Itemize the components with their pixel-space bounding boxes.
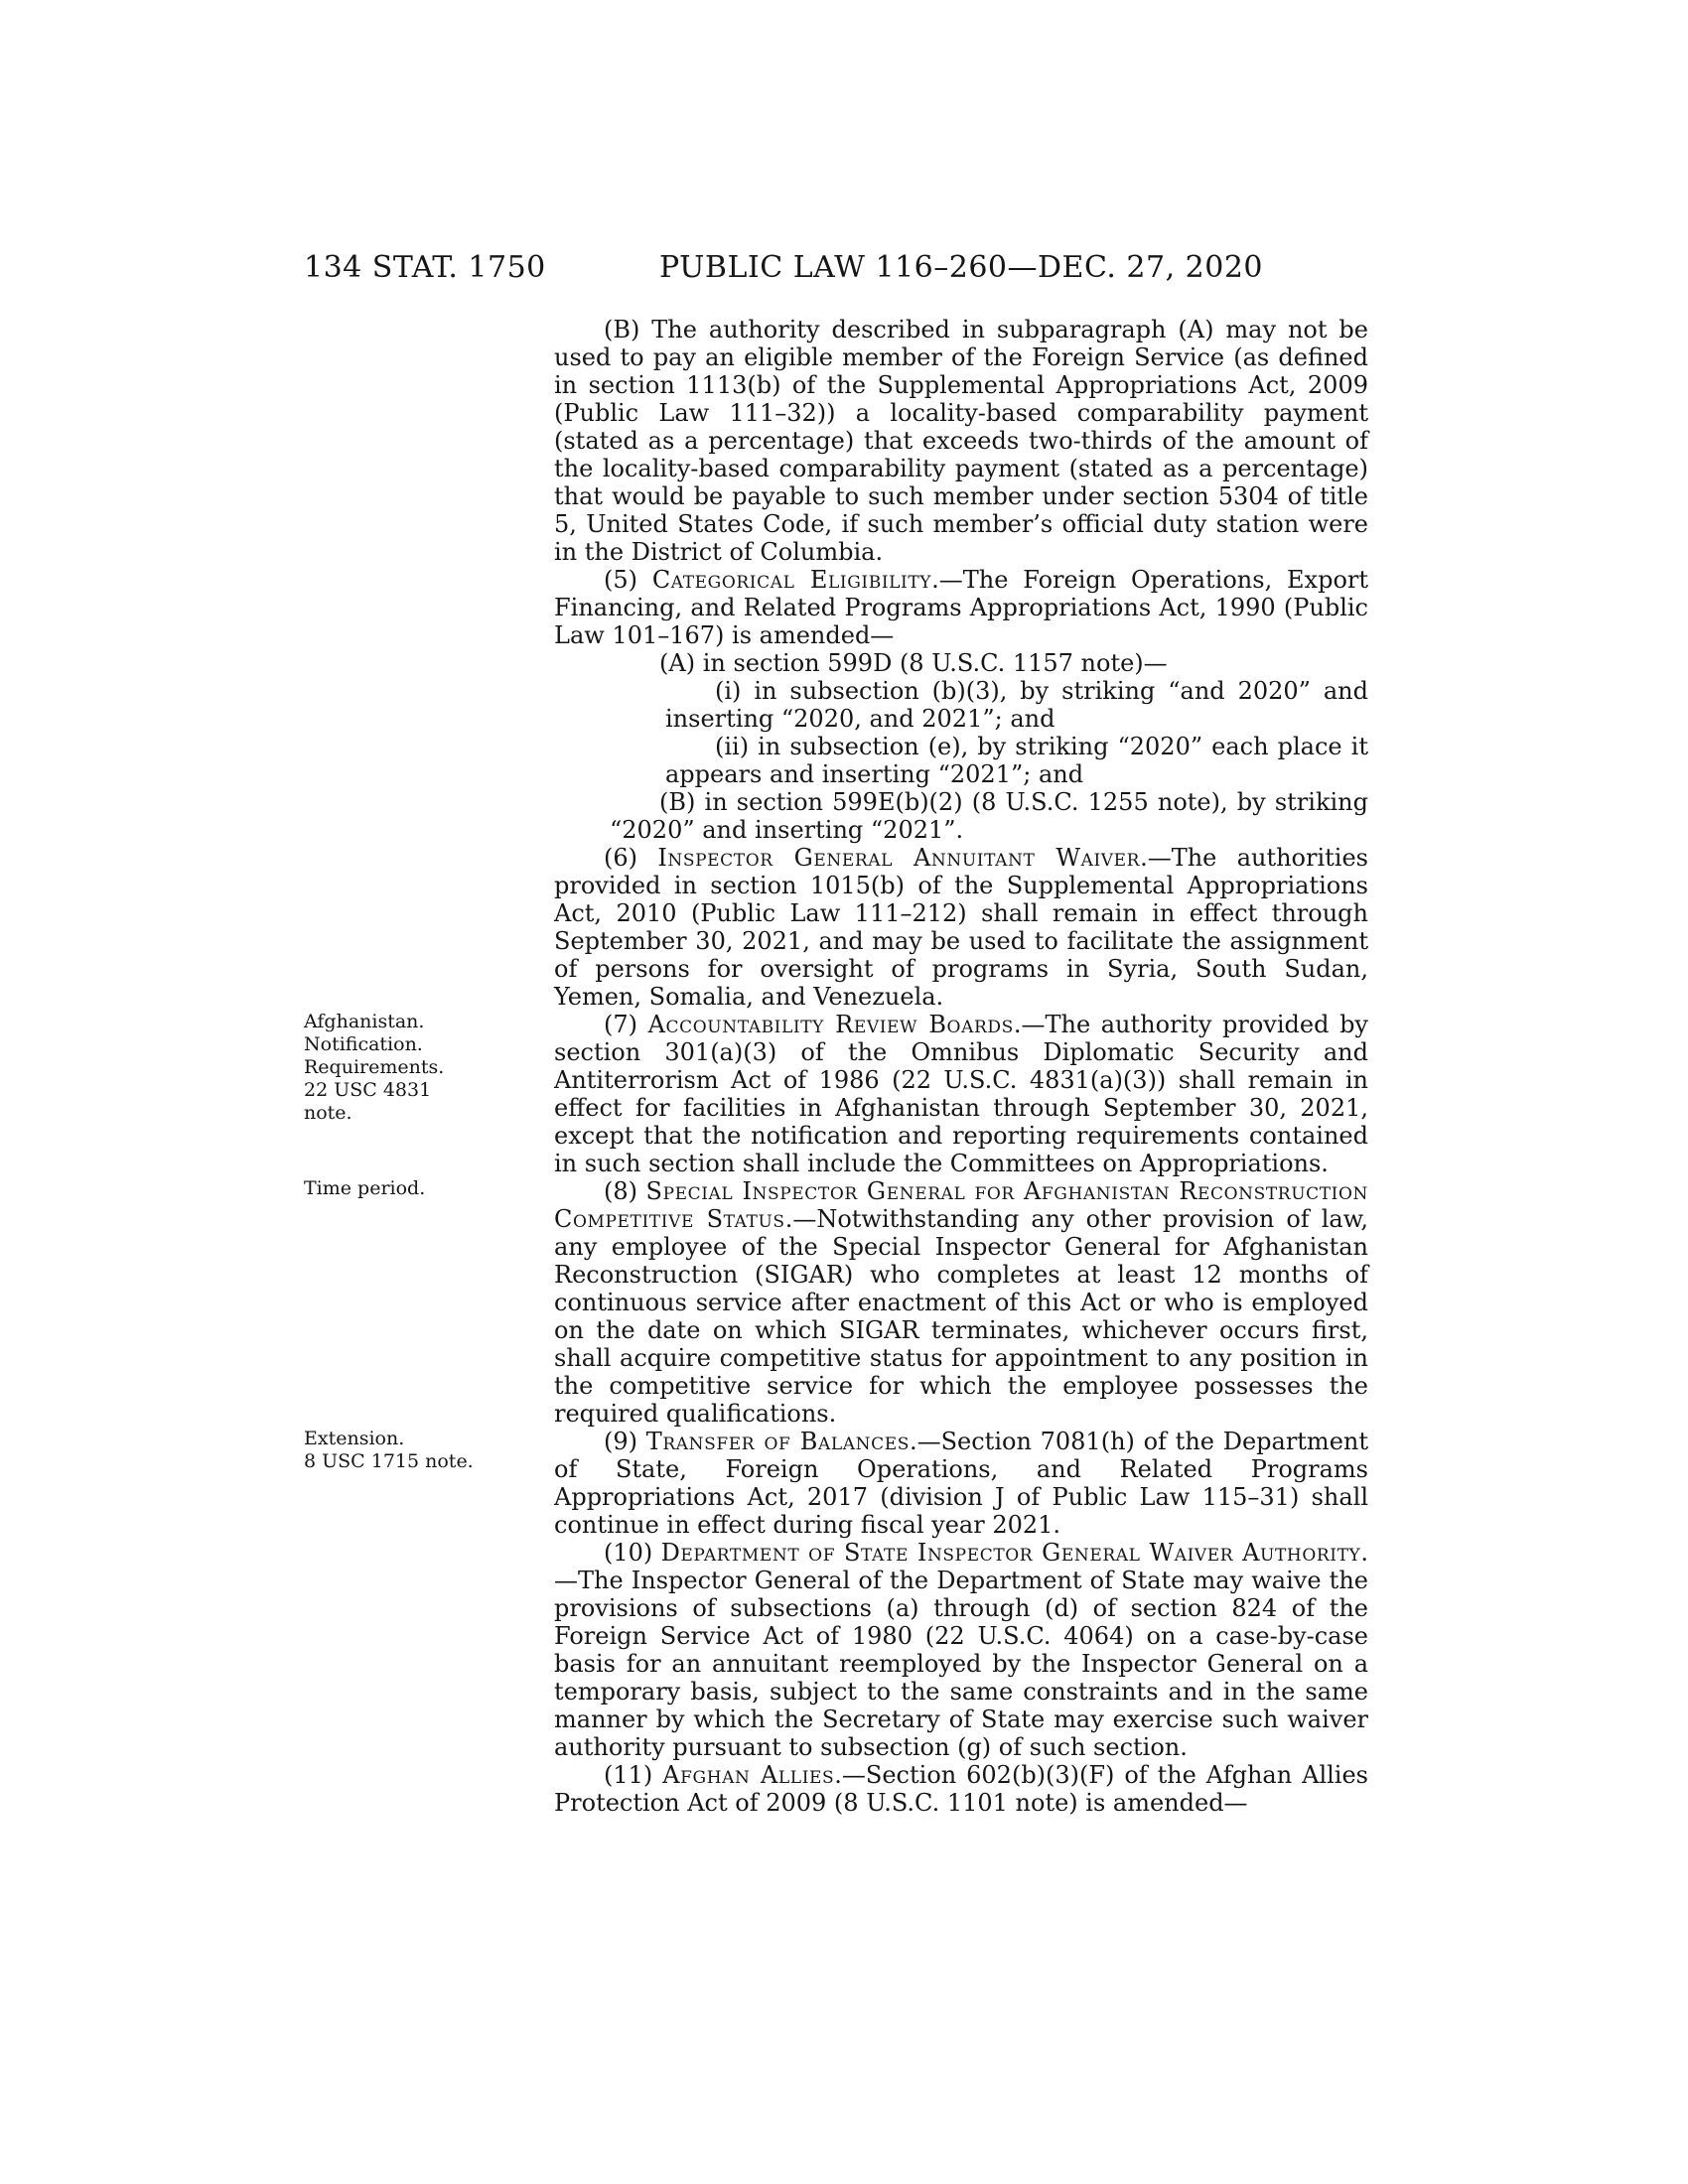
paragraph [610, 788, 1368, 844]
body-run: .—Section 7081(h) of the Department of State, Foreign Operations, and Related Programs Appropriations Act, 2017 (division J of Public Law 115–31) shall continue in effect during fiscal year 2021. [554, 1428, 1368, 1539]
body-run: (11) [604, 1761, 663, 1789]
body-run: .—The Foreign Operations, Export Financing, and Related Programs Appropriations Act, 1990 (Public Law 101–167) is amended— [554, 566, 1369, 649]
smallcaps-heading: Accountability Review Boards [647, 1011, 1014, 1038]
paragraph [554, 844, 1368, 1011]
paragraph [554, 566, 1368, 649]
body-run: .—Notwithstanding any other provision of law, any employee of the Special Inspector General for Afghanistan Reconstruction (SIGAR) who completes at least 12 months of continuous service after enactment of this Act or who is employed on the date on which SIGAR terminates, whichever occurs first, shall acquire competitive status for appointment to any position in the competitive service for which the employee possesses the required qualifications. [554, 1205, 1368, 1428]
paragraph [554, 1539, 1368, 1761]
body-run: (A) in section 599D (8 U.S.C. 1157 note)— [659, 649, 1168, 677]
body-run: (7) [604, 1011, 648, 1038]
body-run: .—The authorities provided in section 1015(b) of the Supplemental Appropriations Act, 2010 (Public Law 111–212) shall remain in effect through September 30, 2021, and may be used to facilitate the assignment of persons for oversight of programs in Syria, South Sudan, Yemen, Somalia, and Venezuela. [554, 844, 1368, 1011]
margin-note [304, 1177, 512, 1200]
margin-note-line: Requirements. [304, 1056, 445, 1078]
margin-note [304, 1011, 512, 1125]
smallcaps-heading: Inspector General Annuitant Waiver [657, 844, 1141, 872]
margin-note-line: Extension. [304, 1428, 405, 1449]
margin-note-line: note. [304, 1102, 352, 1124]
body-run: .—Section 602(b)(3)(F) of the Afghan Allies Protection Act of 2009 (8 U.S.C. 1101 note) is amended— [554, 1761, 1368, 1817]
smallcaps-heading: Afghan Allies [662, 1761, 835, 1789]
paragraph [665, 733, 1368, 788]
law-header: PUBLIC LAW 116–260—DEC. 27, 2020 [658, 250, 1264, 285]
body-run: (9) [604, 1428, 646, 1455]
body-run: (B) in section 599E(b)(2) (8 U.S.C. 1255 note), by striking “2020” and inserting “2021”. [610, 788, 1368, 844]
margin-note-line: 22 USC 4831 [304, 1079, 432, 1101]
margin-note-line: Notification. [304, 1033, 423, 1055]
body-run: (B) The authority described in subparagraph (A) may not be used to pay an eligible member of the Foreign Service (as defined in section 1113(b) of the Supplemental Appropriations Act, 2009 (Public Law 111–32)) a locality-based comparability payment (stated as a percentage) that exceeds two-thirds of the amount of the locality-based comparability payment (stated as a percentage) that would be payable to such member under section 5304 of title 5, United States Code, if such member’s official duty station were in the District of Columbia. [554, 316, 1368, 566]
body-run: (8) [604, 1177, 646, 1205]
margin-note-line: 8 USC 1715 note. [304, 1450, 474, 1472]
smallcaps-heading: Special Inspector General for Afghanistan Reconstruction Competitive Status [554, 1177, 1369, 1233]
body-text [554, 316, 1368, 1817]
smallcaps-heading: Categorical Eligibility [651, 566, 932, 594]
margin-note-line: Afghanistan. [304, 1011, 425, 1032]
paragraph [554, 1761, 1368, 1817]
body-run: .—The authority provided by section 301(a)(3) of the Omnibus Diplomatic Security and Antiterrorism Act of 1986 (22 U.S.C. 4831(a)(3)) shall remain in effect for facilities in Afghanistan through September 30, 2021, except that the notification and reporting requirements contained in such section shall include the Committees on Appropriations. [554, 1011, 1368, 1177]
body-run: (10) [604, 1539, 661, 1567]
body-run: .—The Inspector General of the Department of State may waive the provisions of subsections (a) through (d) of section 824 of the Foreign Service Act of 1980 (22 U.S.C. 4064) on a case-by-case basis for an annuitant reemployed by the Inspector General on a temporary basis, subject to the same constraints and in the same manner by which the Secretary of State may exercise such waiver authority pursuant to subsection (g) of such section. [554, 1539, 1368, 1761]
paragraph [610, 649, 1368, 677]
body-run: (5) [604, 566, 652, 594]
margin-note [304, 1428, 512, 1473]
paragraph [554, 1428, 1368, 1539]
body-run: (6) [604, 844, 658, 872]
smallcaps-heading: Transfer of Balances [645, 1428, 910, 1455]
stat-page-number: 134 STAT. 1750 [304, 250, 546, 285]
paragraph [554, 316, 1368, 566]
paragraph [554, 1011, 1368, 1177]
body-run: (i) in subsection (b)(3), by striking “and 2020” and inserting “2020, and 2021”; and [665, 677, 1368, 733]
smallcaps-heading: Department of State Inspector General Waiver Authority [660, 1539, 1361, 1567]
paragraph [665, 677, 1368, 733]
margin-note-line: Time period. [304, 1177, 426, 1199]
paragraph [554, 1177, 1368, 1428]
body-run: (ii) in subsection (e), by striking “2020” each place it appears and inserting “2021”; and [665, 733, 1368, 788]
